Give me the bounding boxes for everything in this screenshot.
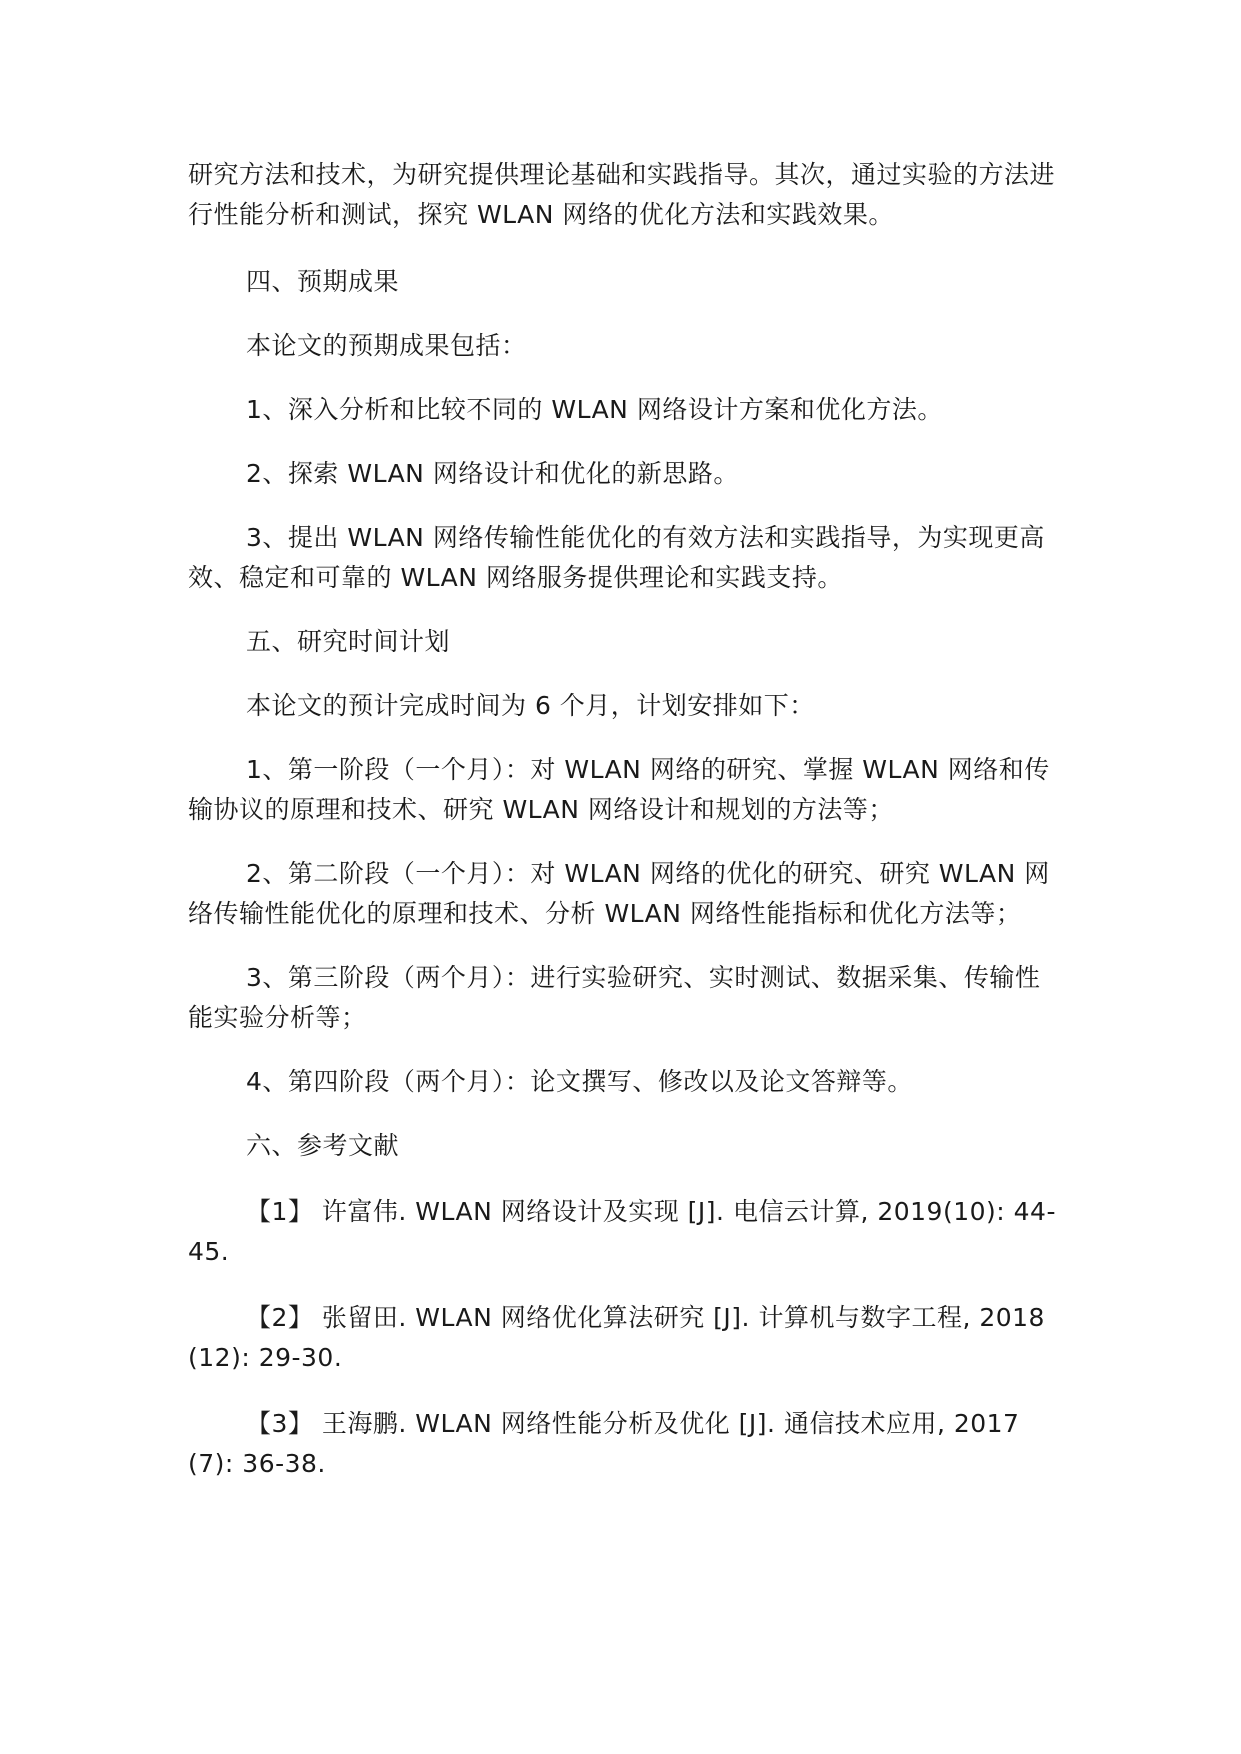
reference-item-3: 【3】 王海鹏. WLAN 网络性能分析及优化 [J]. 通信技术应用, 2017(7): 36-38. [188, 1409, 1020, 1478]
expected-result-item-2: 2、探索 WLAN 网络设计和优化的新思路。 [246, 459, 739, 488]
schedule-item-2: 2、第二阶段（一个月）：对 WLAN 网络的优化的研究、研究 WLAN 网络传输性能优化的原理和技术、分析 WLAN 网络性能指标和优化方法等； [188, 859, 1050, 928]
references-heading: 六、参考文献 [246, 1131, 400, 1160]
schedule-heading: 五、研究时间计划 [246, 627, 451, 656]
schedule-item-3: 3、第三阶段（两个月）：进行实验研究、实时测试、数据采集、传输性能实验分析等； [188, 963, 1041, 1032]
document-page [188, 155, 1058, 1484]
expected-results-heading: 四、预期成果 [246, 267, 400, 296]
reference-item-2: 【2】 张留田. WLAN 网络优化算法研究 [J]. 计算机与数字工程, 2018(12): 29-30. [188, 1303, 1045, 1372]
intro-continuation-paragraph: 研究方法和技术，为研究提供理论基础和实践指导。其次，通过实验的方法进行性能分析和测试，探究 WLAN 网络的优化方法和实践效果。 [188, 160, 1056, 229]
schedule-item-1: 1、第一阶段（一个月）：对 WLAN 网络的研究、掌握 WLAN 网络和传输协议的原理和技术、研究 WLAN 网络设计和规划的方法等； [188, 755, 1050, 824]
schedule-item-4: 4、第四阶段（两个月）：论文撰写、修改以及论文答辩等。 [246, 1067, 913, 1096]
expected-results-intro: 本论文的预期成果包括： [246, 331, 527, 360]
expected-result-item-1: 1、深入分析和比较不同的 WLAN 网络设计方案和优化方法。 [246, 395, 943, 424]
schedule-intro: 本论文的预计完成时间为 6 个月，计划安排如下： [246, 691, 815, 720]
reference-item-1: 【1】 许富伟. WLAN 网络设计及实现 [J]. 电信云计算, 2019(10): 44-45. [188, 1197, 1056, 1266]
expected-result-item-3: 3、提出 WLAN 网络传输性能优化的有效方法和实践指导，为实现更高效、稳定和可靠的 WLAN 网络服务提供理论和实践支持。 [188, 523, 1045, 592]
